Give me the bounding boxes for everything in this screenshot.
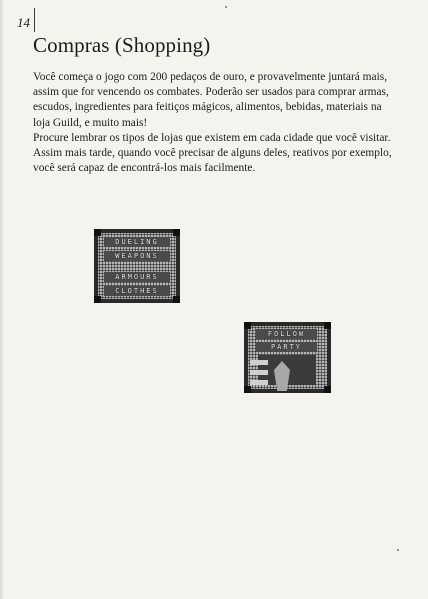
menu-option-dueling: DUELING: [104, 237, 170, 247]
paragraph-intro: Você começa o jogo com 200 pedaços de ouro, e provavelmente juntará mais, assim que for vencendo os combates. Poderão ser usados para comprar armas, escudos, ingredientes para feitiços mágicos, alimentos, bebidas, materiais na loja Guild, e muito mais!: [33, 71, 389, 129]
game-screenshot-shop-menu: [94, 229, 180, 303]
paper-speck: [225, 6, 227, 8]
corner-block: [244, 386, 251, 393]
page-title: Compras (Shopping): [33, 33, 211, 57]
menu-stripe: [250, 380, 268, 385]
corner-block: [94, 229, 101, 236]
corner-block: [94, 296, 101, 303]
corner-block: [173, 296, 180, 303]
menu-stripe: [250, 370, 268, 375]
menu-option-clothes: CLOTHES: [104, 286, 170, 296]
paragraph-shops: Procure lembrar os tipos de lojas que existem em cada cidade que você visitar. Assim mais tarde, quando você precisar de alguns deles, reativos por exemplo, você será capaz de encontrá-los mais facilmente.: [33, 131, 392, 175]
body-text: [33, 70, 393, 176]
menu-stripe: [250, 360, 268, 365]
corner-block: [324, 386, 331, 393]
menu-option-armours: ARMOURS: [104, 272, 170, 282]
corner-block: [244, 322, 251, 329]
page-edge: [0, 0, 4, 599]
menu-option-follow: FOLLOW: [256, 329, 317, 339]
menu-option-party: PARTY: [256, 342, 317, 352]
margin-rule: [34, 8, 35, 32]
corner-block: [324, 322, 331, 329]
page-number: 14: [17, 15, 30, 30]
game-screenshot-party-menu: [244, 322, 331, 393]
corner-block: [173, 229, 180, 236]
paper-speck: [397, 549, 399, 551]
menu-option-weapons: WEAPONS: [104, 251, 170, 261]
